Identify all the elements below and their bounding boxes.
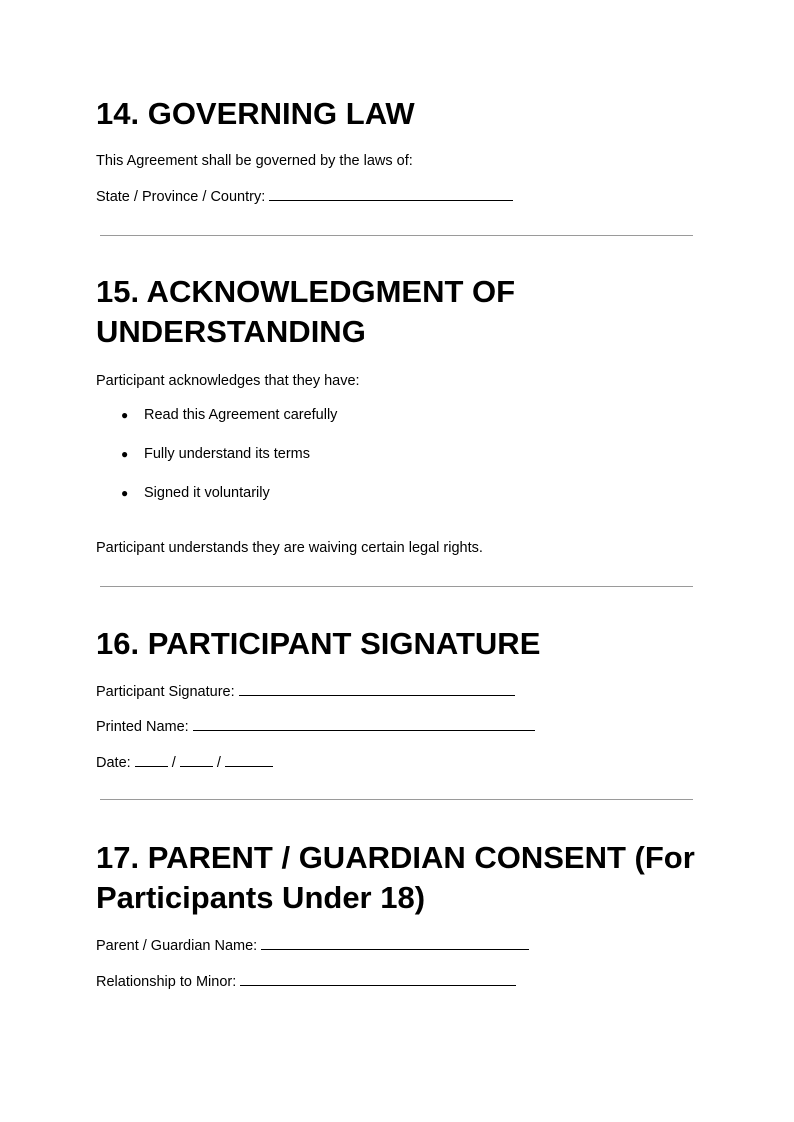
country-field <box>96 187 513 206</box>
section-heading-parent-guardian-consent: 17. PARENT / GUARDIAN CONSENT (For Participants Under 18) <box>96 840 695 915</box>
date-label: Date: <box>96 755 131 771</box>
participant-signature-blank-line[interactable] <box>239 682 515 696</box>
bullet-icon: ● <box>121 408 129 422</box>
relationship-blank-line[interactable] <box>240 972 516 986</box>
participant-signature-label: Participant Signature: <box>96 684 235 700</box>
date-day-blank[interactable] <box>180 753 213 767</box>
list-item-text: Signed it voluntarily <box>144 485 270 501</box>
guardian-name-blank-line[interactable] <box>261 936 529 950</box>
section-divider <box>100 586 693 587</box>
bullet-icon: ● <box>121 486 129 500</box>
list-item-text: Fully understand its terms <box>144 446 311 462</box>
relationship-label: Relationship to Minor: <box>96 974 237 990</box>
date-month-blank[interactable] <box>135 753 168 767</box>
guardian-name-label: Parent / Guardian Name: <box>96 938 258 954</box>
waiver-statement: Participant understands they are waiving certain legal rights. <box>96 540 483 556</box>
bullet-icon: ● <box>121 447 129 461</box>
section-divider <box>100 235 693 236</box>
guardian-name-field <box>96 936 529 955</box>
list-item-text: Read this Agreement carefully <box>144 407 338 423</box>
date-field <box>96 753 273 772</box>
acknowledgment-intro: Participant acknowledges that they have: <box>96 373 360 389</box>
relationship-field <box>96 972 516 991</box>
date-year-blank[interactable] <box>225 753 273 767</box>
country-blank-line[interactable] <box>269 187 513 201</box>
country-field-label: State / Province / Country: <box>96 189 266 205</box>
participant-signature-field <box>96 682 515 701</box>
section-heading-participant-signature: 16. PARTICIPANT SIGNATURE <box>96 626 541 661</box>
date-separator: / <box>171 755 176 771</box>
section-divider <box>100 799 693 800</box>
printed-name-field <box>96 717 535 736</box>
date-separator: / <box>216 755 221 771</box>
section-heading-acknowledgment: 15. ACKNOWLEDGMENT OF UNDERSTANDING <box>96 274 516 349</box>
governing-law-intro: This Agreement shall be governed by the laws of: <box>96 153 413 169</box>
printed-name-label: Printed Name: <box>96 719 189 735</box>
section-heading-governing-law: 14. GOVERNING LAW <box>96 96 415 131</box>
printed-name-blank-line[interactable] <box>193 717 535 731</box>
